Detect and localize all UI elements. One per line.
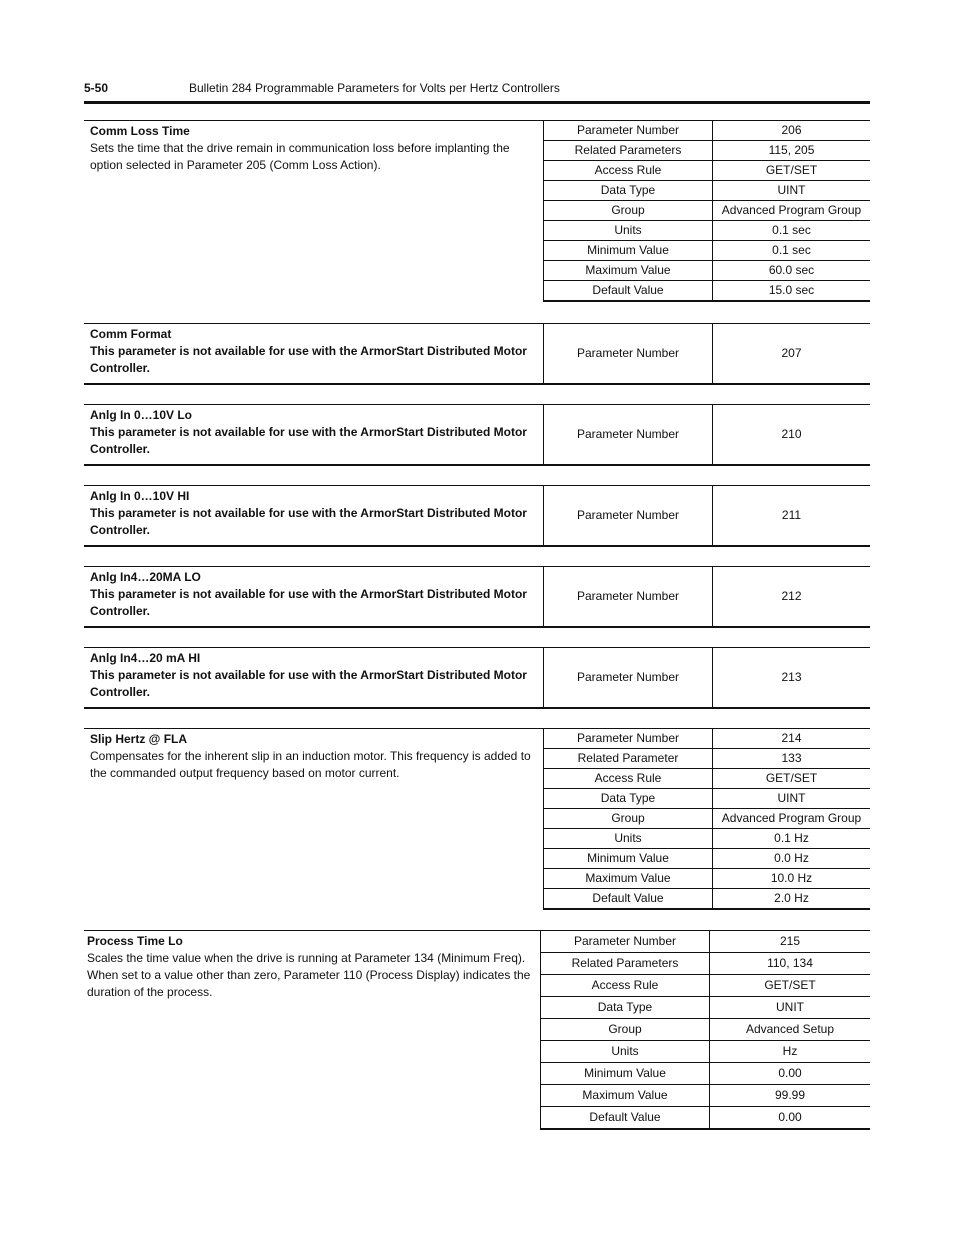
value-units: 0.1 Hz [713,829,871,849]
param-description-cell [84,567,544,627]
param-description-cell [84,121,544,301]
label-related-parameters: Related Parameters [544,141,713,161]
param-table-anlg-in-10v-lo [84,404,870,466]
label-units: Units [544,221,713,241]
param-description-cell [84,648,544,708]
label-parameter-number: Parameter Number [544,567,713,627]
label-units: Units [544,829,713,849]
value-parameter-number: 213 [713,648,871,708]
value-related-parameters: 110, 134 [710,953,871,975]
value-parameter-number: 211 [713,486,871,546]
param-name: Anlg In4…20 mA HI [90,651,201,665]
value-parameter-number: 206 [713,121,871,141]
label-minimum-value: Minimum Value [544,241,713,261]
param-description: Scales the time value when the drive is running at Parameter 134 (Minimum Freq). When set to a value other than zero, Parameter 110 (Process Display) indicates the duration of the process. [87,951,531,999]
param-table-slip-hertz-fla [84,728,870,910]
param-description-cell [84,729,544,909]
label-minimum-value: Minimum Value [544,849,713,869]
param-description-cell [84,931,541,1129]
label-units: Units [541,1041,710,1063]
value-data-type: UINT [713,181,871,201]
value-units: 0.1 sec [713,221,871,241]
param-table-comm-format [84,323,870,385]
value-group: Advanced Program Group [713,809,871,829]
value-access-rule: GET/SET [713,769,871,789]
label-parameter-number: Parameter Number [544,486,713,546]
value-parameter-number: 210 [713,405,871,465]
header-rule [84,101,870,104]
param-name: Comm Loss Time [90,124,190,138]
value-units: Hz [710,1041,871,1063]
label-access-rule: Access Rule [541,975,710,997]
label-related-parameter: Related Parameter [544,749,713,769]
param-not-available-note: This parameter is not available for use with the ArmorStart Distributed Motor Controller. [90,506,527,537]
value-maximum-value: 99.99 [710,1085,871,1107]
value-parameter-number: 215 [710,931,871,953]
param-table-process-time-lo [84,930,870,1130]
label-maximum-value: Maximum Value [544,869,713,889]
value-maximum-value: 10.0 Hz [713,869,871,889]
value-minimum-value: 0.1 sec [713,241,871,261]
param-table-anlg-in-20ma-hi [84,647,870,709]
param-table-anlg-in-10v-hi [84,485,870,547]
page-title: Bulletin 284 Programmable Parameters for Volts per Hertz Controllers [189,81,560,95]
param-not-available-note: This parameter is not available for use with the ArmorStart Distributed Motor Controller. [90,344,527,375]
param-description-cell [84,324,544,384]
label-related-parameters: Related Parameters [541,953,710,975]
value-minimum-value: 0.0 Hz [713,849,871,869]
value-data-type: UINT [713,789,871,809]
param-table-comm-loss-time [84,120,870,302]
label-data-type: Data Type [544,181,713,201]
value-default-value: 0.00 [710,1107,871,1129]
param-name: Process Time Lo [87,934,183,948]
param-name: Comm Format [90,327,172,341]
label-data-type: Data Type [544,789,713,809]
label-group: Group [544,201,713,221]
value-default-value: 15.0 sec [713,281,871,301]
value-minimum-value: 0.00 [710,1063,871,1085]
label-parameter-number: Parameter Number [541,931,710,953]
param-name: Anlg In 0…10V Lo [90,408,193,422]
label-access-rule: Access Rule [544,769,713,789]
label-minimum-value: Minimum Value [541,1063,710,1085]
value-group: Advanced Setup [710,1019,871,1041]
label-group: Group [544,809,713,829]
label-access-rule: Access Rule [544,161,713,181]
param-not-available-note: This parameter is not available for use with the ArmorStart Distributed Motor Controller. [90,425,527,456]
param-name: Anlg In4…20MA LO [90,570,201,584]
value-access-rule: GET/SET [713,161,871,181]
value-access-rule: GET/SET [710,975,871,997]
label-default-value: Default Value [541,1107,710,1129]
label-data-type: Data Type [541,997,710,1019]
param-description-cell [84,486,544,546]
label-parameter-number: Parameter Number [544,405,713,465]
label-parameter-number: Parameter Number [544,648,713,708]
param-description: Sets the time that the drive remain in communication loss before implanting the option selected in Parameter 205 (Comm Loss Action). [90,141,510,172]
label-parameter-number: Parameter Number [544,729,713,749]
value-parameter-number: 212 [713,567,871,627]
value-group: Advanced Program Group [713,201,871,221]
value-default-value: 2.0 Hz [713,889,871,909]
param-not-available-note: This parameter is not available for use with the ArmorStart Distributed Motor Controller. [90,668,527,699]
label-maximum-value: Maximum Value [544,261,713,281]
value-maximum-value: 60.0 sec [713,261,871,281]
value-related-parameters: 115, 205 [713,141,871,161]
param-description: Compensates for the inherent slip in an induction motor. This frequency is added to the commanded output frequency based on motor current. [90,749,531,780]
label-maximum-value: Maximum Value [541,1085,710,1107]
label-default-value: Default Value [544,889,713,909]
value-related-parameter: 133 [713,749,871,769]
value-parameter-number: 214 [713,729,871,749]
label-group: Group [541,1019,710,1041]
label-parameter-number: Parameter Number [544,324,713,384]
value-data-type: UNIT [710,997,871,1019]
label-default-value: Default Value [544,281,713,301]
param-not-available-note: This parameter is not available for use with the ArmorStart Distributed Motor Controller. [90,587,527,618]
param-table-anlg-in-20ma-lo [84,566,870,628]
param-description-cell [84,405,544,465]
value-parameter-number: 207 [713,324,871,384]
page-number: 5-50 [84,81,109,95]
param-name: Slip Hertz @ FLA [90,732,188,746]
param-name: Anlg In 0…10V HI [90,489,190,503]
label-parameter-number: Parameter Number [544,121,713,141]
